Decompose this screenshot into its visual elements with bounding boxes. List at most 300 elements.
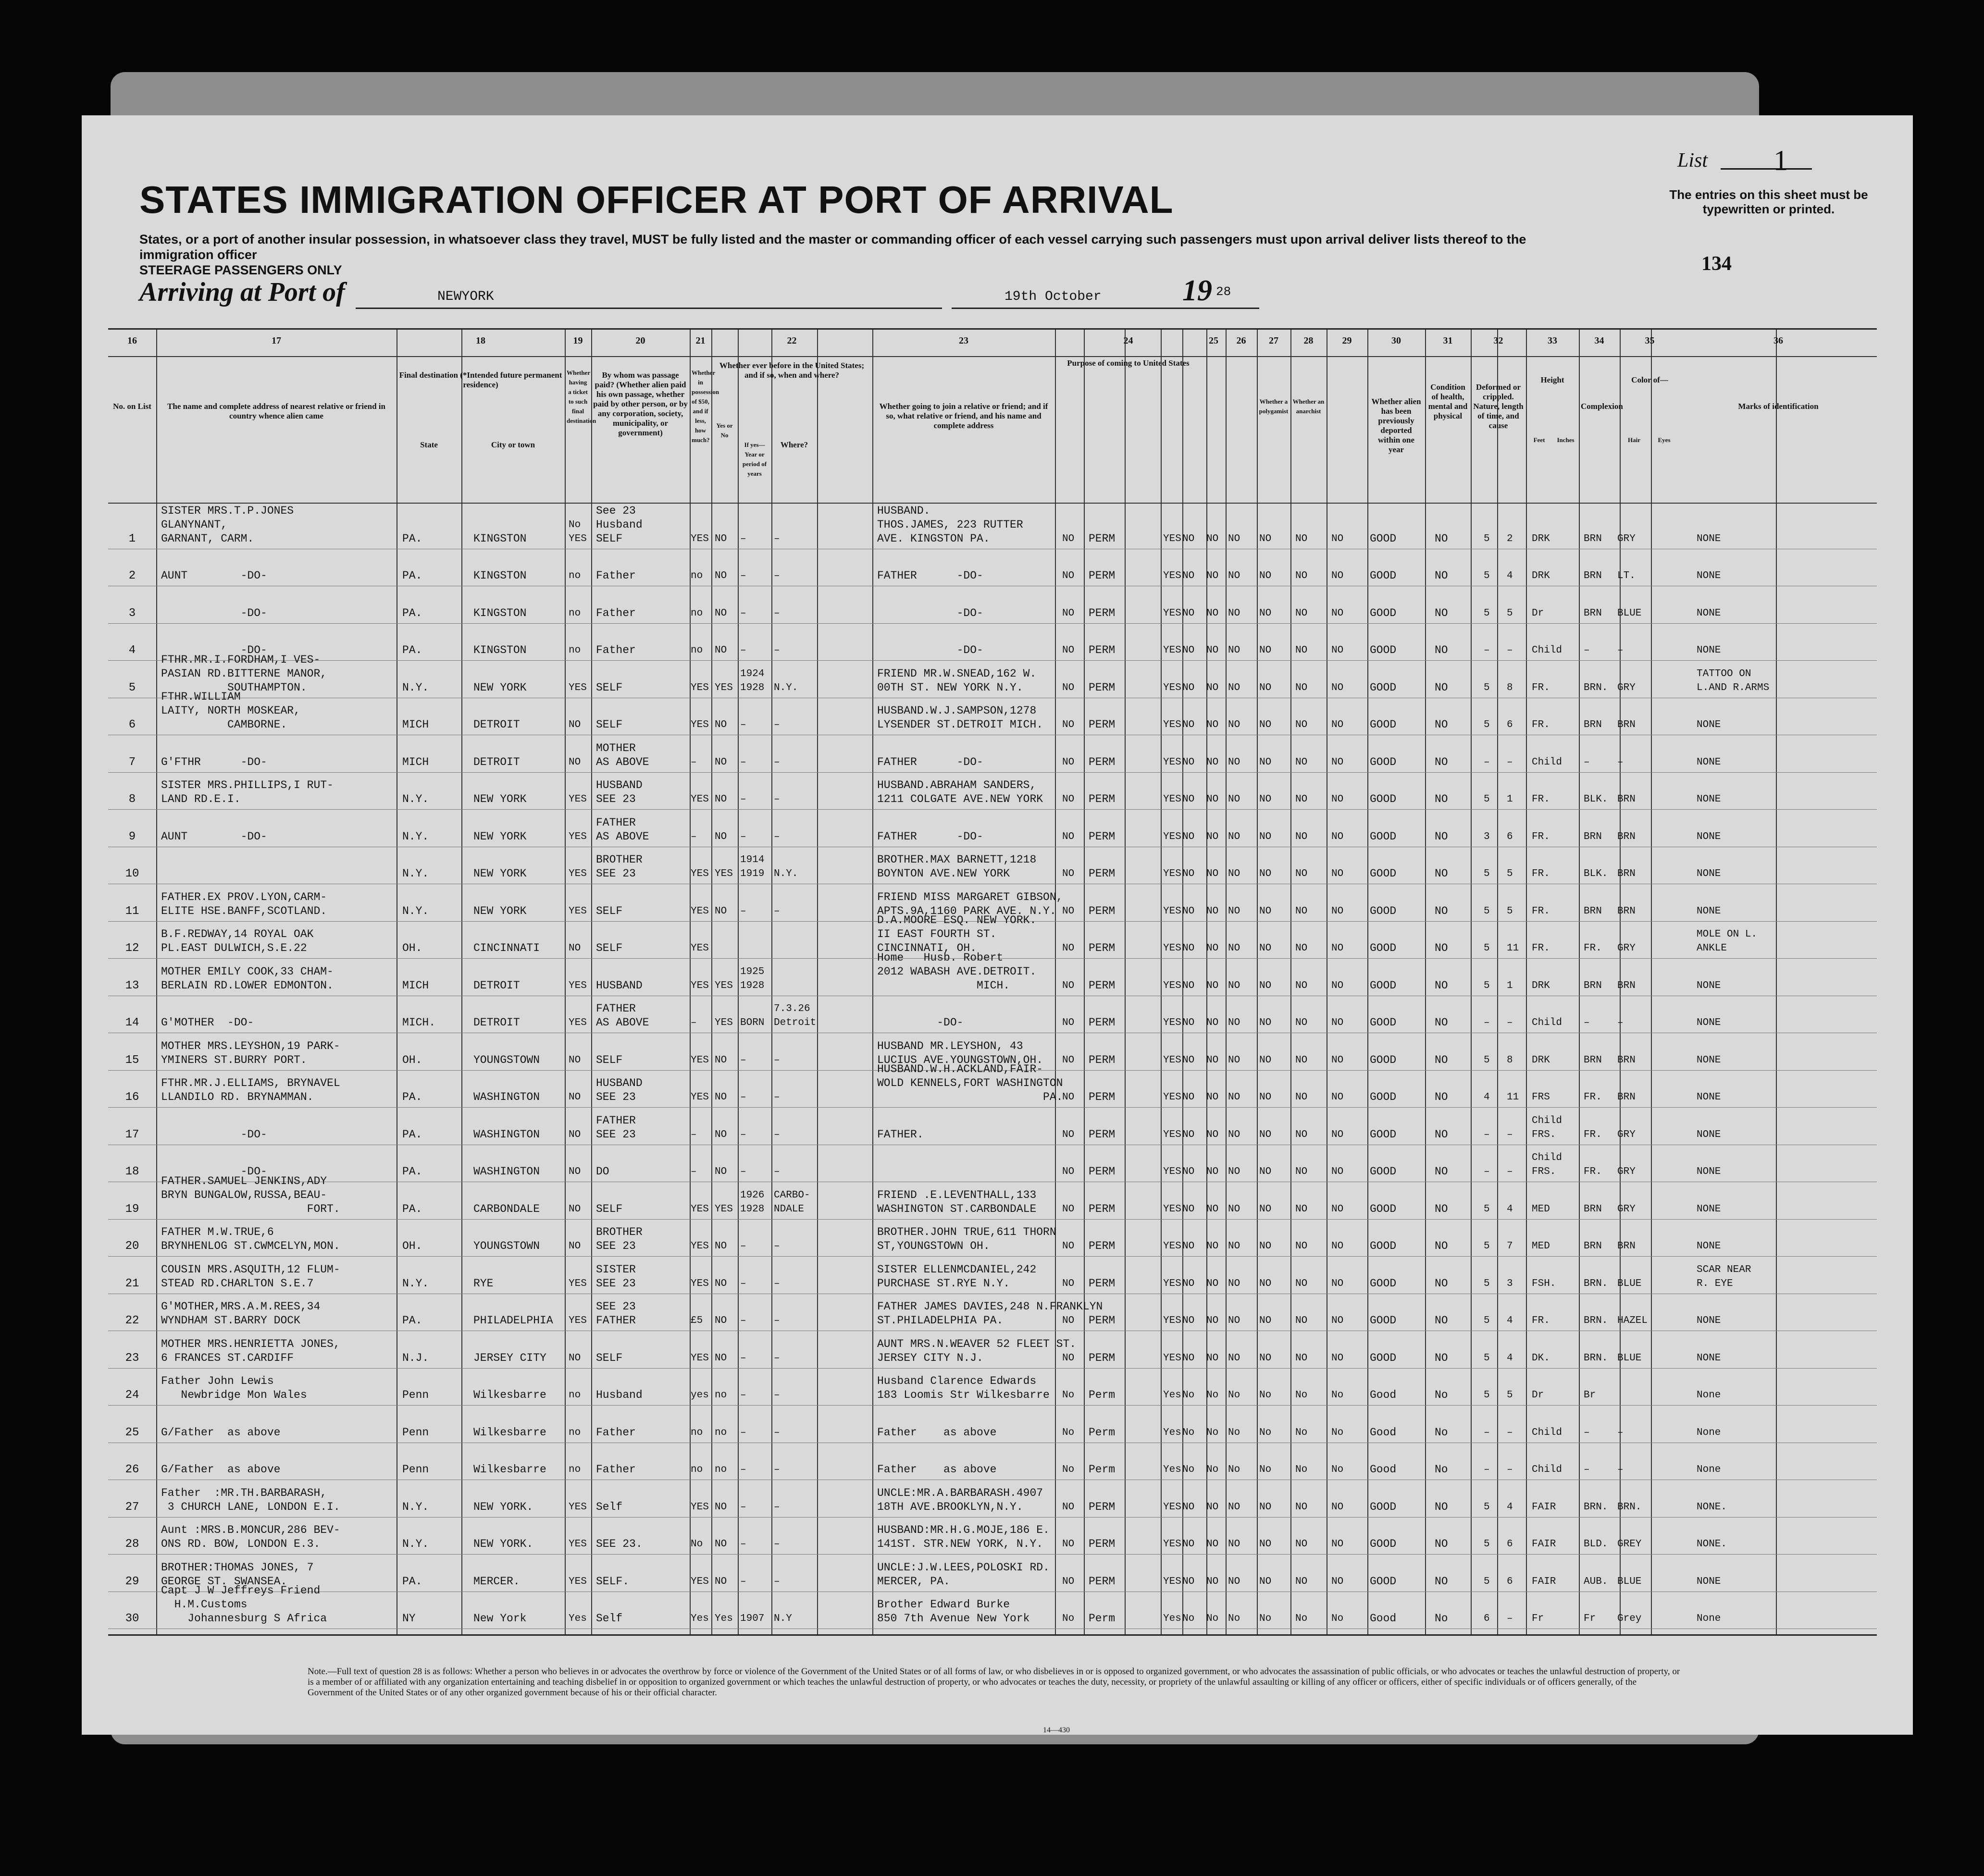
cell-c26: NO (1206, 756, 1219, 768)
cell-c24c: YES (1163, 1315, 1181, 1326)
cell-health: GOOD (1370, 867, 1397, 880)
cell-join: UNCLE:J.W.LEES,POLOSKI RD. MERCER, PA. (877, 1561, 1050, 1588)
cell-ticket: NO (569, 1054, 581, 1066)
cell-relative: -DO- (161, 644, 267, 656)
cell-c30: NO (1331, 980, 1344, 991)
cell-ticket: no (569, 570, 581, 581)
cell-c24a: NO (1062, 1352, 1075, 1364)
cell-year: 1926 1928 (740, 1189, 765, 1215)
cell-marks: TATTOO ON L.AND R.ARMS (1697, 668, 1770, 693)
cell-state: PA. (402, 569, 422, 582)
column-divider (1579, 330, 1580, 1634)
cell-city: NEW YORK (473, 904, 527, 917)
column-number: 30 (1391, 335, 1401, 346)
cell-city: KINGSTON (473, 606, 527, 619)
cell-c26: NO (1206, 1203, 1219, 1215)
cell-state: Penn (402, 1463, 429, 1476)
cell-ticket: NO (569, 1129, 581, 1140)
cell-year: – (740, 1092, 746, 1103)
cell-inches: 7 (1507, 1241, 1513, 1252)
cell-where: – (774, 1129, 780, 1140)
cell-marks: NONE (1697, 1092, 1721, 1103)
cell-c26: NO (1206, 1501, 1219, 1513)
cell-ticket: NO (569, 719, 581, 730)
cell-hair: AUB. (1584, 1576, 1608, 1587)
cell-health: GOOD (1370, 793, 1397, 805)
cell-c26: No (1206, 1464, 1219, 1475)
cell-inches: 2 (1507, 533, 1513, 544)
cell-health: GOOD (1370, 942, 1397, 954)
cell-marks: NONE (1697, 1017, 1721, 1028)
cell-c27: NO (1228, 868, 1240, 879)
cell-c28: No (1259, 1427, 1272, 1438)
cell-eyes: LT. (1617, 570, 1636, 581)
cell-year: – (740, 1427, 746, 1438)
cell-join: FRIEND MR.W.SNEAD,162 W. 00TH ST. NEW YORK N.Y. (877, 667, 1037, 694)
cell-relative: G/Father as above (161, 1426, 281, 1439)
footnote: Note.—Full text of question 28 is as follows: Whether a person who believes in or advocates the overthrow by force or violence of the Government of the United States or of all forms of law, or who disbelieves in or is opposed to organized government, or who advocates the assassination of public officials, or who advocates or teaches the unlawful destruction of property, or is a member of or affiliated with any organization entertaining and teaching disbelief in or opposition to organized government or which teaches the unlawful destruction of property, or who advocates or teaches the duty, necessity, or propriety of the unlawful assaulting or killing of any officer or officers, either of specific individuals or of officers generally, of the Government of the United States or of any other organized government because of his or their official character. (308, 1666, 1680, 1698)
cell-c29: NO (1295, 794, 1308, 805)
cell-c24c: YES (1163, 943, 1181, 954)
cell-deformed: NO (1435, 1575, 1448, 1588)
cell-paid: HUSBAND SEE 23 (596, 779, 643, 805)
cell-join: HUSBAND.ABRAHAM SANDERS, 1211 COLGATE AVE.NEW YORK (877, 779, 1043, 805)
cell-feet: 5 (1484, 682, 1490, 693)
cell-c30: NO (1331, 794, 1344, 805)
cell-c29: NO (1295, 756, 1308, 768)
cell-ticket: NO (569, 1352, 581, 1364)
cell-ticket: YES (569, 905, 587, 917)
cell-c27: NO (1228, 794, 1240, 805)
cell-state: MICH (402, 718, 429, 731)
cell-feet: 5 (1484, 570, 1490, 581)
cell-c29: NO (1295, 1539, 1308, 1550)
cell-c28: NO (1259, 1352, 1272, 1364)
cell-before: NO (715, 1092, 727, 1103)
cell-c24b: PERM (1089, 569, 1116, 582)
cell-c24c: YES (1163, 1278, 1181, 1289)
cell-inches: – (1507, 1427, 1513, 1438)
row-number: 10 (125, 867, 139, 880)
column-heading: Condition of health, mental and physical (1428, 383, 1468, 420)
cell-c28: NO (1259, 1576, 1272, 1587)
list-line (1721, 168, 1812, 170)
cell-ticket: YES (569, 980, 587, 991)
cell-c25: NO (1182, 868, 1195, 879)
cell-health: GOOD (1370, 1053, 1397, 1066)
cell-eyes: – (1617, 1427, 1624, 1438)
cell-c24c: YES (1163, 1017, 1181, 1028)
cell-c24b: PERM (1089, 1538, 1116, 1550)
cell-c27: NO (1228, 1203, 1240, 1215)
column-divider (1367, 330, 1368, 1634)
cell-c30: NO (1331, 1501, 1344, 1513)
cell-c25: NO (1182, 831, 1195, 842)
cell-complexion: DK. (1532, 1352, 1550, 1364)
cell-feet: 5 (1484, 1352, 1490, 1364)
cell-marks: MOLE ON L. ANKLE (1697, 929, 1758, 954)
cell-c24c: YES (1163, 756, 1181, 768)
cell-state: N.J. (402, 1351, 429, 1364)
cell-c30: NO (1331, 1539, 1344, 1550)
cell-c24b: PERM (1089, 1202, 1116, 1215)
cell-c28: NO (1259, 533, 1272, 544)
cell-state: NY (402, 1612, 416, 1625)
cell-c24b: PERM (1089, 1165, 1116, 1178)
cell-c25: NO (1182, 943, 1195, 954)
cell-relative: AUNT -DO- (161, 830, 267, 843)
cell-c30: NO (1331, 1203, 1344, 1215)
cell-c28: NO (1259, 1129, 1272, 1140)
cell-join: Home Husb. Robert 2012 WABASH AVE.DETROIT. MICH. (877, 951, 1037, 992)
row-number: 2 (128, 569, 136, 582)
cell-c28: NO (1259, 980, 1272, 991)
cell-c27: NO (1228, 533, 1240, 544)
column-number: 36 (1773, 335, 1783, 346)
cell-c25: NO (1182, 533, 1195, 544)
cell-where: – (774, 1427, 780, 1438)
cell-relative: MOTHER MRS.HENRIETTA JONES, 6 FRANCES ST.CARDIFF (161, 1337, 340, 1364)
cell-feet: 5 (1484, 943, 1490, 954)
row-rule (108, 623, 1877, 624)
cell-join: FATHER -DO- (877, 755, 983, 768)
cell-city: WASHINGTON (473, 1128, 540, 1141)
cell-c24a: NO (1062, 1166, 1075, 1177)
cell-c24a: NO (1062, 868, 1075, 879)
column-heading: Whether in possession of $50, and if less, how much? (692, 369, 719, 444)
column-heading: Purpose of coming to United States (1067, 358, 1190, 368)
cell-deformed: NO (1435, 1202, 1448, 1215)
cell-c30: No (1331, 1464, 1344, 1475)
cell-c27: NO (1228, 1539, 1240, 1550)
cell-c26: NO (1206, 1054, 1219, 1066)
column-heading: Yes or No (716, 422, 733, 439)
cell-relative: FATHER.EX PROV.LYON,CARM- ELITE HSE.BANFF,SCOTLAND. (161, 890, 327, 917)
cell-marks: None (1697, 1427, 1721, 1438)
row-number: 3 (128, 606, 136, 620)
cell-state: N.Y. (402, 867, 429, 880)
cell-join: FATHER -DO- (877, 830, 983, 843)
row-number: 23 (125, 1351, 139, 1365)
cell-year: – (740, 831, 746, 842)
cell-before: NO (715, 1352, 727, 1364)
cell-relative: -DO- (161, 1128, 267, 1141)
cell-eyes: BRN (1617, 1054, 1636, 1066)
cell-state: N.Y. (402, 1500, 429, 1513)
cell-join: FATHER -DO- (877, 569, 983, 582)
cell-state: PA. (402, 532, 422, 545)
row-number: 15 (125, 1053, 139, 1067)
cell-complexion: FR. (1532, 868, 1550, 879)
cell-c24b: Perm (1089, 1389, 1116, 1401)
column-heading: Whether an anarchist (1292, 398, 1325, 415)
cell-c26: NO (1206, 719, 1219, 730)
cell-ticket: YES (569, 682, 587, 693)
cell-year: – (740, 1278, 746, 1289)
cell-health: GOOD (1370, 1351, 1397, 1364)
cell-deformed: No (1435, 1389, 1448, 1401)
cell-state: PA. (402, 1165, 422, 1178)
cell-c26: NO (1206, 645, 1219, 656)
cell-c30: NO (1331, 1054, 1344, 1066)
cell-deformed: NO (1435, 569, 1448, 582)
cell-paid: BROTHER SEE 23 (596, 1226, 643, 1252)
cell-complexion: DRK (1532, 570, 1550, 581)
cell-relative: -DO- (161, 1165, 267, 1178)
cell-where: CARBO- NDALE (774, 1189, 810, 1215)
column-number: 18 (476, 335, 485, 346)
cell-c28: NO (1259, 719, 1272, 730)
column-heading: City or town (491, 440, 535, 449)
cell-money: YES (691, 1501, 709, 1513)
cell-ticket: YES (569, 1315, 587, 1326)
cell-c29: NO (1295, 1129, 1308, 1140)
cell-c24a: No (1062, 1390, 1075, 1401)
cell-c24a: NO (1062, 1203, 1075, 1215)
cell-before: NO (715, 905, 727, 917)
cell-c24b: PERM (1089, 755, 1116, 768)
cell-state: PA. (402, 644, 422, 656)
cell-hair: FR. (1584, 1092, 1602, 1103)
cell-c27: NO (1228, 905, 1240, 917)
cell-c24a: NO (1062, 794, 1075, 805)
cell-eyes: BRN (1617, 868, 1636, 879)
cell-c24b: PERM (1089, 793, 1116, 805)
form-title: STATES IMMIGRATION OFFICER AT PORT OF ARRIVAL (139, 178, 1174, 221)
column-divider (1776, 330, 1777, 1634)
cell-paid: SELF (596, 942, 623, 954)
cell-c25: NO (1182, 1278, 1195, 1289)
cell-feet: 5 (1484, 868, 1490, 879)
cell-eyes: BLUE (1617, 1352, 1642, 1364)
cell-before: NO (715, 719, 727, 730)
cell-year: – (740, 607, 746, 619)
cell-c24a: NO (1062, 1278, 1075, 1289)
cell-c30: NO (1331, 868, 1344, 879)
cell-c30: NO (1331, 1576, 1344, 1587)
cell-join: -DO- (877, 644, 983, 656)
cell-where: N.Y (774, 1613, 792, 1624)
cell-year: – (740, 1576, 746, 1587)
cell-year: – (740, 570, 746, 581)
column-number: 29 (1342, 335, 1352, 346)
cell-feet: 5 (1484, 1501, 1490, 1513)
cell-c26: NO (1206, 794, 1219, 805)
column-heading: Whether alien has been previously deported within one year (1371, 397, 1421, 454)
cell-inches: 4 (1507, 1352, 1513, 1364)
cell-complexion: FR. (1532, 682, 1550, 693)
row-number: 29 (125, 1575, 139, 1588)
cell-where: N.Y. (774, 868, 798, 879)
column-divider (1497, 330, 1498, 1634)
cell-marks: NONE (1697, 794, 1721, 805)
cell-feet: 4 (1484, 1092, 1490, 1103)
cell-deformed: NO (1435, 1053, 1448, 1066)
cell-marks: NONE (1697, 719, 1721, 730)
cell-c24b: PERM (1089, 1091, 1116, 1103)
cell-c30: NO (1331, 1278, 1344, 1289)
cell-health: GOOD (1370, 1240, 1397, 1252)
cell-c24b: PERM (1089, 1016, 1116, 1029)
cell-year: – (740, 719, 746, 730)
cell-c24c: Yes (1163, 1464, 1181, 1475)
cell-money: no (691, 645, 703, 656)
cell-city: KINGSTON (473, 532, 527, 545)
cell-money: YES (691, 1278, 709, 1289)
cell-c29: NO (1295, 1092, 1308, 1103)
cell-eyes: – (1617, 1464, 1624, 1475)
cell-state: MICH (402, 979, 429, 992)
cell-eyes: BLUE (1617, 1576, 1642, 1587)
cell-marks: NONE (1697, 1129, 1721, 1140)
cell-c28: NO (1259, 1054, 1272, 1066)
cell-year: – (740, 1315, 746, 1326)
cell-inches: 4 (1507, 1501, 1513, 1513)
row-number: 25 (125, 1426, 139, 1439)
cell-money: YES (691, 533, 709, 544)
cell-c26: NO (1206, 943, 1219, 954)
cell-c25: NO (1182, 1501, 1195, 1513)
cell-complexion: MED (1532, 1203, 1550, 1215)
cell-before: no (715, 1390, 727, 1401)
column-divider (1161, 330, 1162, 1634)
cell-marks: SCAR NEAR R. EYE (1697, 1264, 1751, 1289)
row-number: 5 (128, 681, 136, 694)
row-number: 19 (125, 1202, 139, 1216)
cell-c24b: PERM (1089, 1500, 1116, 1513)
column-number: 33 (1548, 335, 1557, 346)
cell-join: UNCLE:MR.A.BARBARASH.4907 18TH AVE.BROOKLYN,N.Y. (877, 1486, 1043, 1513)
cell-marks: NONE (1697, 1576, 1721, 1587)
cell-hair: Fr (1584, 1613, 1596, 1624)
cell-city: DETROIT (473, 718, 520, 731)
cell-year: – (740, 1501, 746, 1513)
cell-money: YES (691, 1352, 709, 1364)
cell-city: MERCER. (473, 1575, 520, 1588)
cell-deformed: No (1435, 1612, 1448, 1625)
cell-city: WASHINGTON (473, 1091, 540, 1103)
cell-c25: No (1182, 1427, 1195, 1438)
cell-join: BROTHER.MAX BARNETT,1218 BOYNTON AVE.NEW YORK (877, 853, 1037, 880)
cell-before: NO (715, 533, 727, 544)
cell-c24b: PERM (1089, 942, 1116, 954)
cell-paid: Self (596, 1612, 623, 1625)
cell-ticket: NO (569, 1166, 581, 1177)
cell-inches: 11 (1507, 1092, 1519, 1103)
cell-complexion: Child (1532, 1427, 1562, 1438)
cell-c28: NO (1259, 905, 1272, 917)
cell-c29: No (1295, 1390, 1308, 1401)
cell-c24a: NO (1062, 682, 1075, 693)
cell-eyes: BRN (1617, 1092, 1636, 1103)
cell-money: YES (691, 943, 709, 954)
cell-state: PA. (402, 1575, 422, 1588)
cell-money: no (691, 1427, 703, 1438)
cell-where: – (774, 794, 780, 805)
column-divider (711, 330, 712, 1634)
cell-state: PA. (402, 1128, 422, 1141)
cell-year: 1907 (740, 1613, 765, 1624)
cell-c29: NO (1295, 868, 1308, 879)
row-number: 14 (125, 1016, 139, 1029)
cell-before: NO (715, 1539, 727, 1550)
cell-c28: NO (1259, 570, 1272, 581)
cell-eyes: GRY (1617, 1203, 1636, 1215)
cell-money: yes (691, 1390, 709, 1401)
cell-hair: BRN (1584, 1203, 1602, 1215)
cell-join: Father as above (877, 1426, 997, 1439)
cell-inches: – (1507, 1613, 1513, 1624)
cell-year: – (740, 1241, 746, 1252)
cell-c29: NO (1295, 719, 1308, 730)
cell-year: – (740, 645, 746, 656)
cell-inches: – (1507, 756, 1513, 768)
cell-money: YES (691, 794, 709, 805)
cell-health: Good (1370, 1463, 1397, 1476)
cell-join: FRIEND MISS MARGARET GIBSON, APTS.9A,1160 PARK AVE. N.Y. (877, 890, 1063, 917)
cell-c27: NO (1228, 1278, 1240, 1289)
row-rule (108, 1368, 1877, 1369)
cell-c28: NO (1259, 1501, 1272, 1513)
cell-c24c: YES (1163, 1203, 1181, 1215)
cell-where: 7.3.26 Detroit (774, 1003, 817, 1028)
cell-relative: MOTHER MRS.LEYSHON,19 PARK- YMINERS ST.BURRY PORT. (161, 1039, 340, 1066)
cell-before: no (715, 1464, 727, 1475)
cell-c28: NO (1259, 831, 1272, 842)
cell-c28: NO (1259, 682, 1272, 693)
cell-c29: NO (1295, 1315, 1308, 1326)
cell-paid: Father (596, 606, 636, 619)
cell-c27: No (1228, 1427, 1240, 1438)
column-heading: By whom was passage paid? (Whether alien paid his own passage, whether paid by other person, or by any corporation, society, municipality, or government) (593, 370, 688, 437)
column-divider (156, 330, 157, 1634)
row-rule (108, 1405, 1877, 1406)
cell-hair: – (1584, 1427, 1590, 1438)
cell-paid: MOTHER AS ABOVE (596, 741, 649, 768)
cell-c27: NO (1228, 1352, 1240, 1364)
cell-c25: NO (1182, 719, 1195, 730)
cell-join: HUSBAND. THOS.JAMES, 223 RUTTER AVE. KINGSTON PA. (877, 504, 1023, 545)
cell-marks: NONE (1697, 1203, 1721, 1215)
cell-c30: NO (1331, 1092, 1344, 1103)
cell-paid: SEE 23 FATHER (596, 1300, 636, 1327)
cell-marks: None (1697, 1464, 1721, 1475)
cell-c27: NO (1228, 1129, 1240, 1140)
column-heading: Marks of identification (1738, 402, 1819, 411)
cell-before: YES (715, 1017, 733, 1028)
cell-join: Brother Edward Burke 850 7th Avenue New York (877, 1598, 1030, 1625)
cell-feet: – (1484, 1129, 1490, 1140)
cell-where: – (774, 570, 780, 581)
row-rule (108, 1517, 1877, 1518)
cell-c24a: NO (1062, 1241, 1075, 1252)
row-rule (108, 1554, 1877, 1555)
cell-join: FATHER JAMES DAVIES,248 N.FRANKLYN ST.PHILADELPHIA PA. (877, 1300, 1103, 1327)
column-number: 21 (695, 335, 706, 346)
cell-inches: 6 (1507, 1576, 1513, 1587)
cell-hair: BLD. (1584, 1539, 1608, 1550)
cell-eyes: Grey (1617, 1613, 1642, 1624)
cell-complexion: FR. (1532, 1315, 1550, 1326)
column-number: 25 (1209, 335, 1218, 346)
cell-deformed: NO (1435, 1314, 1448, 1327)
cell-marks: NONE (1697, 1241, 1721, 1252)
cell-inches: 1 (1507, 980, 1513, 991)
cell-where: – (774, 719, 780, 730)
cell-paid: HUSBAND (596, 979, 643, 992)
cell-c24a: NO (1062, 533, 1075, 544)
cell-relative: Father :MR.TH.BARBARASH, 3 CHURCH LANE, LONDON E.I. (161, 1486, 340, 1513)
